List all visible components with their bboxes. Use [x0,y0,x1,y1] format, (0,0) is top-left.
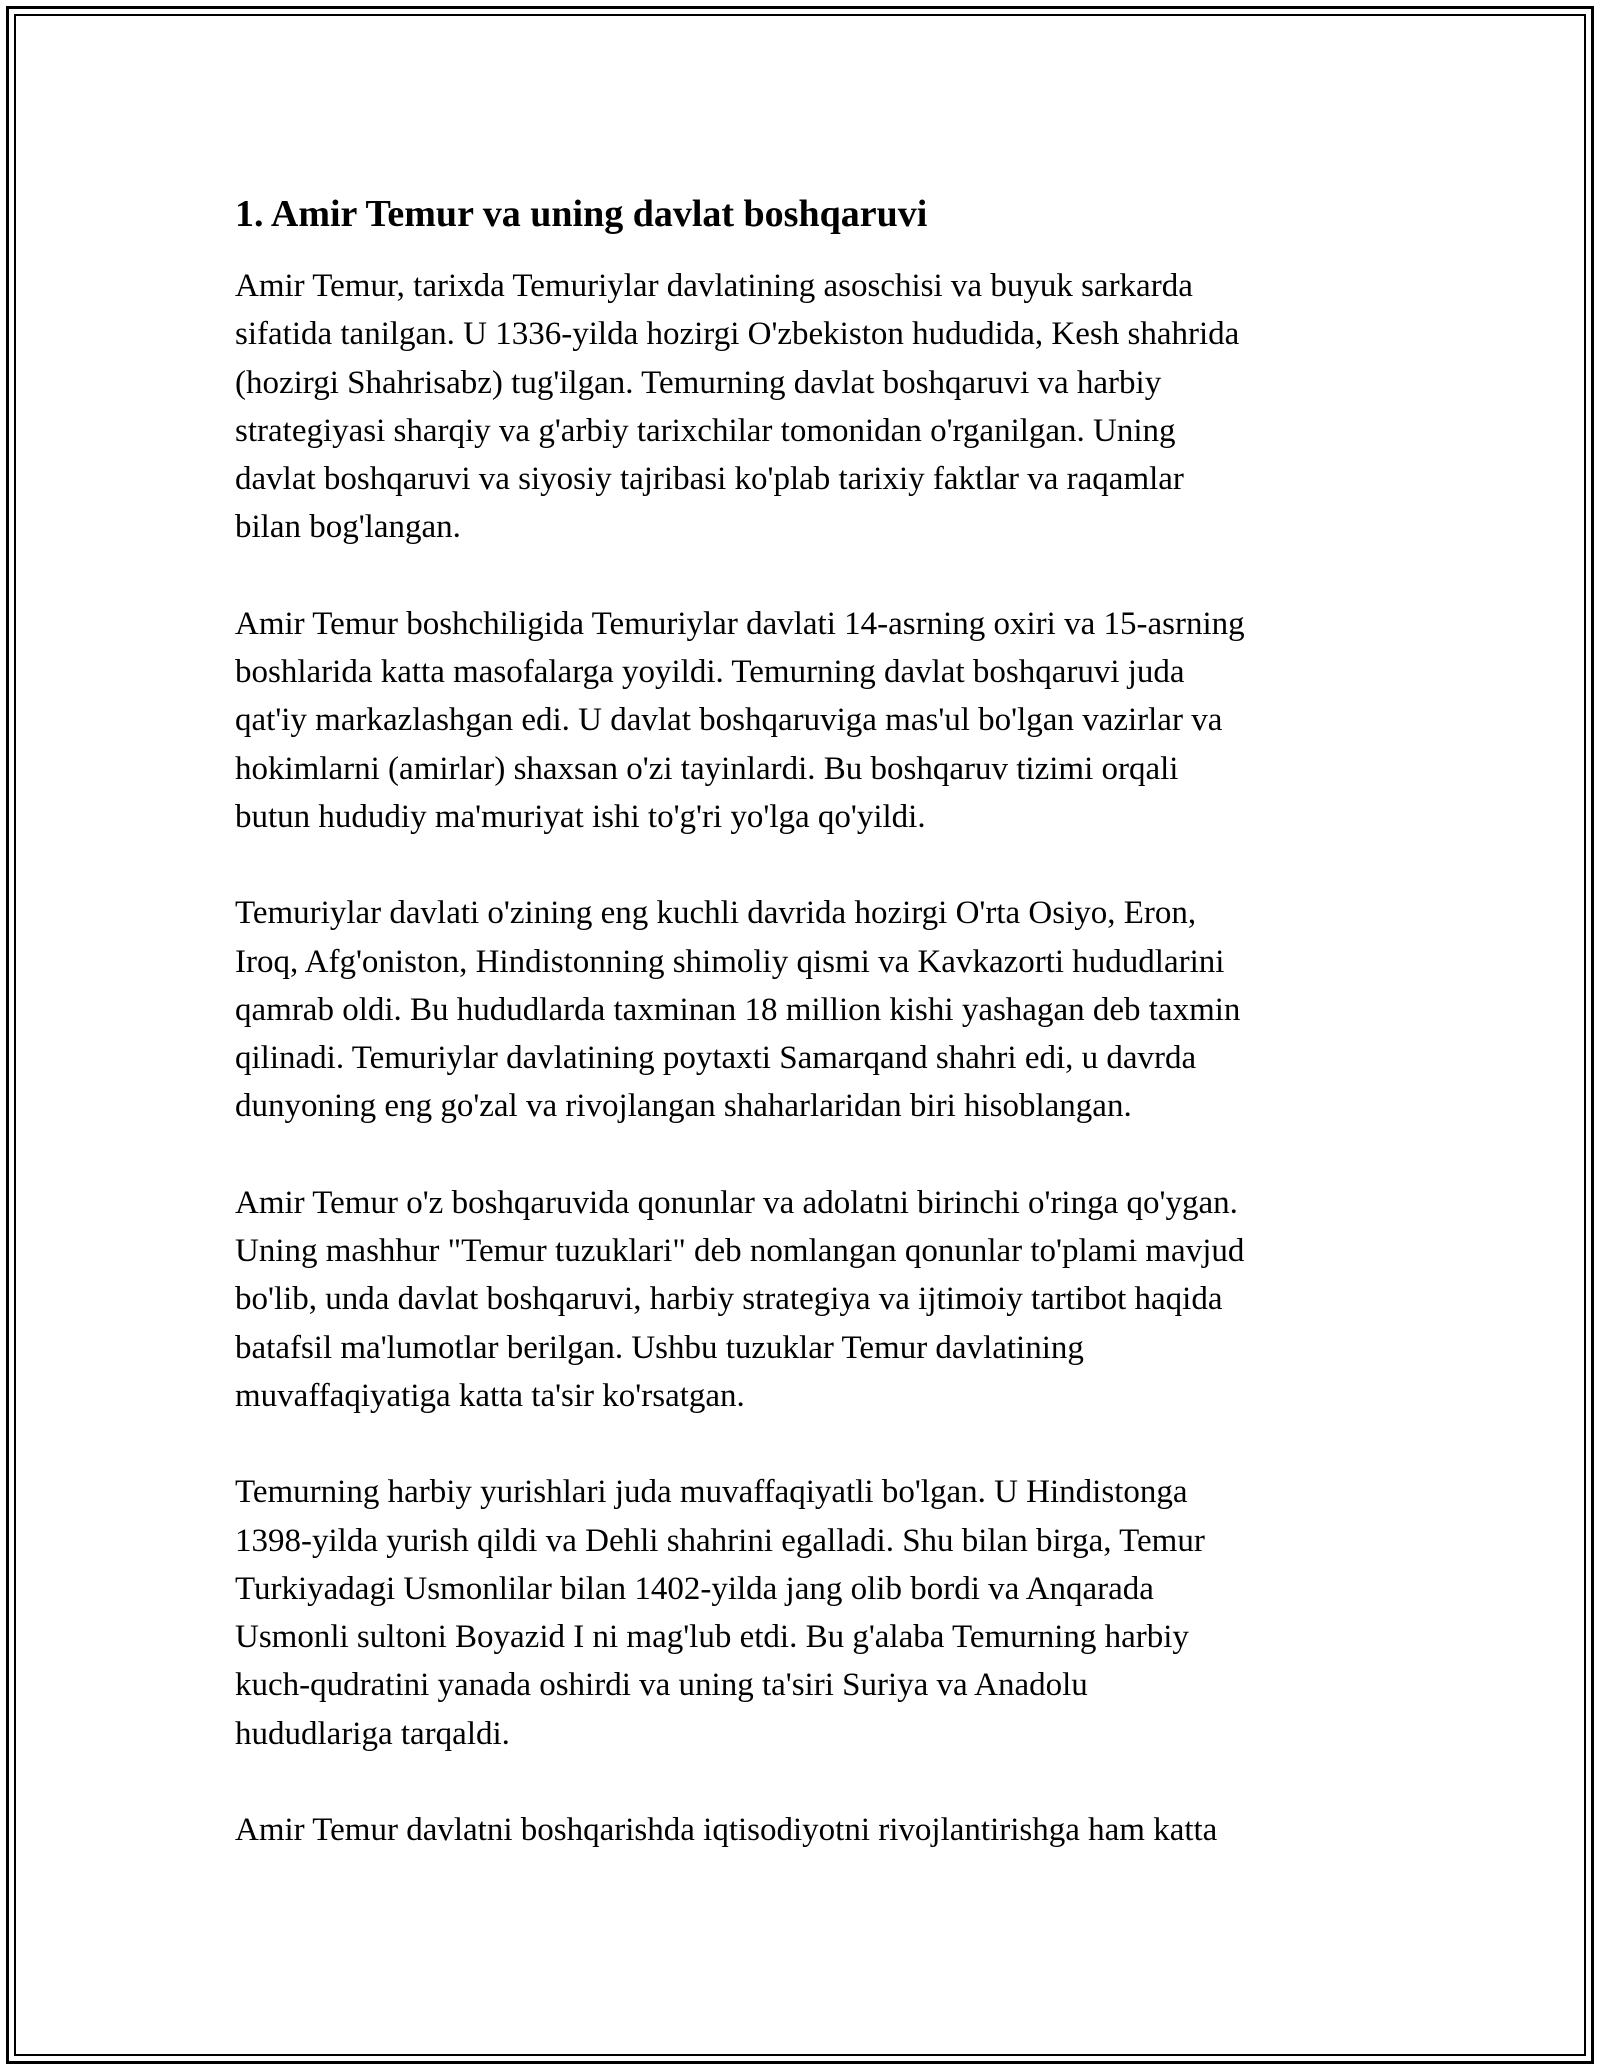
text-line: qamrab oldi. Bu hududlarda taxminan 18 million kishi yashagan deb taxmin [235,991,1241,1028]
text-line: dunyoning eng go'zal va rivojlangan shaharlaridan biri hisoblangan. [235,1088,1132,1125]
text-line: hududlariga tarqaldi. [235,1715,510,1752]
paragraph-list [235,262,1385,1854]
document-body [235,188,1385,1902]
text-line: kuch-qudratini yanada oshirdi va uning ta'siri Suriya va Anadolu [235,1667,1088,1704]
text-line: muvaffaqiyatiga katta ta'sir ko'rsatgan. [235,1377,745,1414]
paragraph-5 [235,1468,1385,1758]
text-line: butun hududiy ma'muriyat ishi to'g'ri yo'lga qo'yildi. [235,798,926,835]
text-line: sifatida tanilgan. U 1336-yilda hozirgi O'zbekiston hududida, Kesh shahrida [235,316,1240,353]
text-line: qat'iy markazlashgan edi. U davlat boshqaruviga mas'ul bo'lgan vazirlar va [235,702,1223,739]
text-line: Temuriylar davlati o'zining eng kuchli davrida hozirgi O'rta Osiyo, Eron, [235,895,1197,932]
text-line: strategiyasi sharqiy va g'arbiy tarixchilar tomonidan o'rganilgan. Uning [235,412,1176,449]
text-line: Amir Temur, tarixda Temuriylar davlatining asoschisi va buyuk sarkarda [235,268,1193,304]
text-line: batafsil ma'lumotlar berilgan. Ushbu tuzuklar Temur davlatining [235,1329,1084,1366]
text-line: hokimlarni (amirlar) shaxsan o'zi tayinlardi. Bu boshqaruv tizimi orqali [235,750,1179,787]
text-line: Temurning harbiy yurishlari juda muvaffaqiyatli bo'lgan. U Hindistonga [235,1474,1188,1511]
paragraph-6 [235,1806,1385,1854]
text-line: Amir Temur davlatni boshqarishda iqtisodiyotni rivojlantirishga ham katta [235,1812,1218,1849]
text-line: 1398-yilda yurish qildi va Dehli shahrini egalladi. Shu bilan birga, Temur [235,1522,1205,1559]
paragraph-2 [235,600,1385,841]
text-line: Iroq, Afg'oniston, Hindistonning shimoliy qismi va Kavkazorti hududlarini [235,943,1225,980]
paragraph-4 [235,1179,1385,1420]
text-line: Usmonli sultoni Boyazid I ni mag'lub etdi. Bu g'alaba Temurning harbiy [235,1619,1189,1656]
text-line: (hozirgi Shahrisabz) tug'ilgan. Temurning davlat boshqaruvi va harbiy [235,364,1162,401]
text-line: boshlarida katta masofalarga yoyildi. Temurning davlat boshqaruvi juda [235,654,1185,691]
paragraph-1 [235,262,1385,552]
text-line: Turkiyadagi Usmonlilar bilan 1402-yilda jang olib bordi va Anqarada [235,1570,1154,1607]
text-line: bo'lib, unda davlat boshqaruvi, harbiy strategiya va ijtimoiy tartibot haqida [235,1281,1223,1318]
paragraph-3 [235,889,1385,1130]
text-line: bilan bog'langan. [235,509,461,546]
text-line: Amir Temur o'z boshqaruvida qonunlar va adolatni birinchi o'ringa qo'ygan. [235,1184,1238,1221]
text-line: qilinadi. Temuriylar davlatining poytaxti Samarqand shahri edi, u davrda [235,1040,1197,1077]
text-line: davlat boshqaruvi va siyosiy tajribasi ko'plab tarixiy faktlar va raqamlar [235,461,1184,498]
text-line: Amir Temur boshchiligida Temuriylar davlati 14-asrning oxiri va 15-asrning [235,605,1245,642]
section-heading: 1. Amir Temur va uning davlat boshqaruvi [235,193,928,235]
text-line: Uning mashhur "Temur tuzuklari" deb nomlangan qonunlar to'plami mavjud [235,1233,1245,1270]
